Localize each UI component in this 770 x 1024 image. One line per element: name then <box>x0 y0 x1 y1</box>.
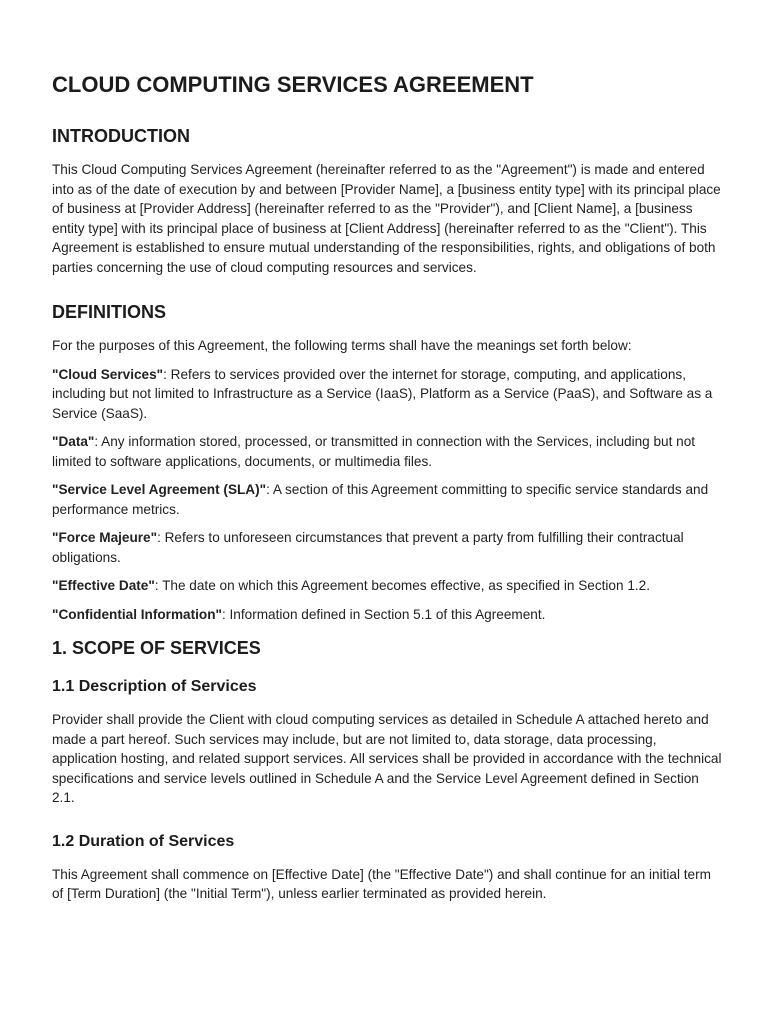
definition-text: : Information defined in Section 5.1 of this Agreement. <box>221 606 546 622</box>
document-title: CLOUD COMPUTING SERVICES AGREEMENT <box>52 72 534 97</box>
definition-force-majeure <box>52 528 724 567</box>
definitions-lead: For the purposes of this Agreement, the following terms shall have the meanings set forth below: <box>52 338 632 353</box>
subsection-heading-1-1: 1.1 Description of Services <box>52 678 257 695</box>
definition-text: : Refers to unforeseen circumstances that prevent a party from fulfilling their contractual obligations. <box>52 530 684 565</box>
document-page <box>52 70 724 904</box>
definition-term: "Confidential Information" <box>52 606 222 622</box>
definition-text: : A section of this Agreement committing to specific service standards and performance metrics. <box>52 482 709 517</box>
definition-term: "Effective Date" <box>52 578 155 593</box>
definition-term: "Data" <box>52 434 95 449</box>
definition-text: : Refers to services provided over the internet for storage, computing, and applications, including but not limited to Infrastructure as a Service (IaaS), Platform as a Service (PaaS), and Software as a Service (SaaS). <box>52 366 713 421</box>
scope-heading: 1. SCOPE OF SERVICES <box>52 638 261 658</box>
definitions-heading: DEFINITIONS <box>52 302 167 322</box>
subsection-paragraph-1-2: This Agreement shall commence on [Effective Date] (the "Effective Date") and shall continue for an initial term of [Term Duration] (the "Initial Term"), unless earlier terminated as provided herein. <box>52 866 711 901</box>
definition-term: "Force Majeure" <box>52 530 158 545</box>
definition-effective-date <box>52 576 724 596</box>
definition-term: "Service Level Agreement (SLA)" <box>52 482 267 497</box>
definition-sla <box>52 480 724 519</box>
definition-text: : The date on which this Agreement becomes effective, as specified in Section 1.2. <box>154 578 650 593</box>
introduction-heading: INTRODUCTION <box>52 126 190 146</box>
definition-confidential-information <box>52 605 724 625</box>
definition-cloud-services <box>52 365 724 424</box>
definition-text: : Any information stored, processed, or transmitted in connection with the Services, including but not limited to software applications, documents, or multimedia files. <box>52 434 696 469</box>
introduction-paragraph: This Cloud Computing Services Agreement (hereinafter referred to as the "Agreement") is made and entered into as of the date of execution by and between [Provider Name], a [business entity type] with its principal place of business at [Provider Address] (hereinafter referred to as the "Provider"), and [Client Name], a [business entity type] with its principal place of business at [Client Address] (hereinafter referred to as the "Client"). This Agreement is established to ensure mutual understanding of the responsibilities, rights, and obligations of both parties concerning the use of cloud computing resources and services. <box>52 162 721 275</box>
subsection-heading-1-2: 1.2 Duration of Services <box>52 832 235 850</box>
subsection-paragraph-1-1: Provider shall provide the Client with cloud computing services as detailed in Schedule A attached hereto and made a part hereof. Such services may include, but are not limited to, data storage, data processing, application hosting, and related support services. All services shall be provided in accordance with the technical specifications and service levels outlined in Schedule A and the Service Level Agreement defined in Section 2.1. <box>52 712 722 805</box>
definition-term: "Cloud Services" <box>52 366 164 382</box>
definition-data <box>52 432 724 471</box>
